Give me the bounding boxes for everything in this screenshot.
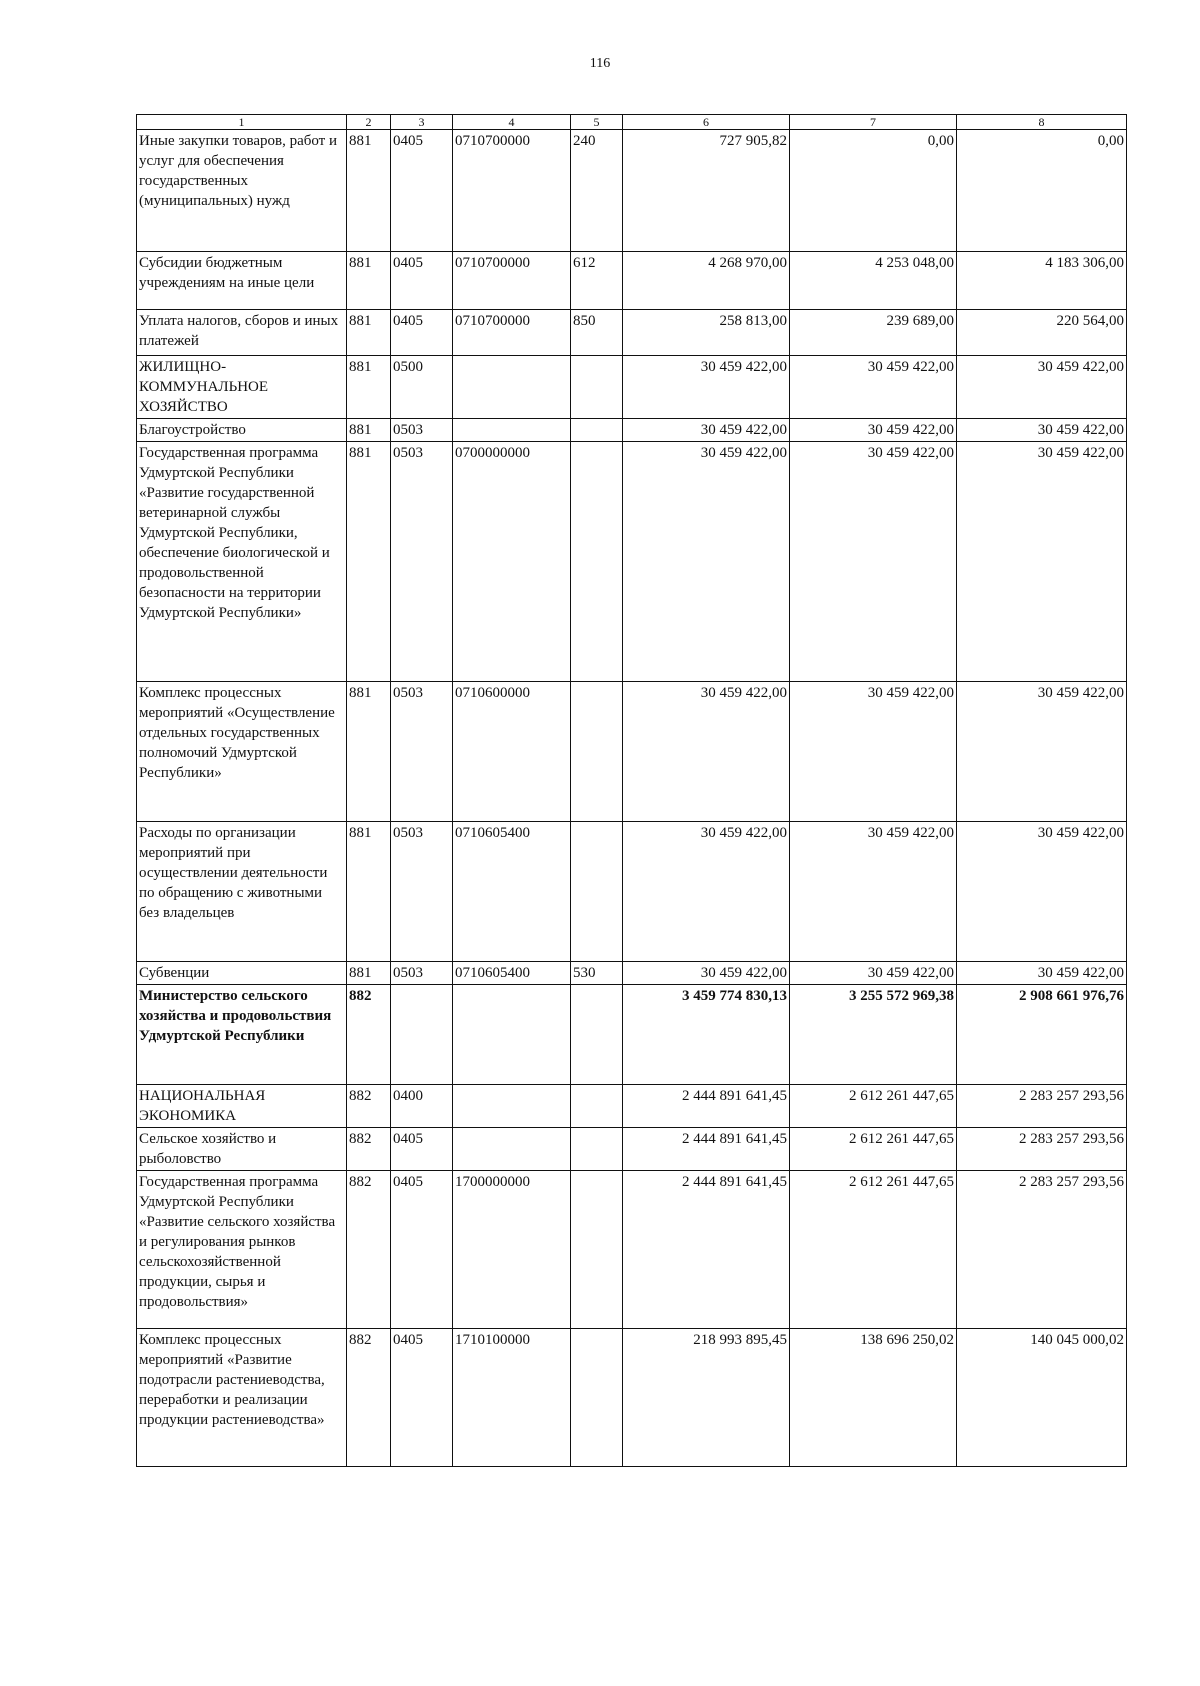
row-grbs-cell: 882	[347, 1128, 391, 1171]
row-amount-year1-cell: 727 905,82	[623, 130, 790, 252]
row-amount-year1-cell: 30 459 422,00	[623, 356, 790, 419]
header-cell: 2	[347, 115, 391, 130]
row-target-article-cell: 0700000000	[453, 442, 571, 682]
row-amount-year2-cell: 30 459 422,00	[790, 962, 957, 985]
row-amount-year3-cell: 0,00	[957, 130, 1127, 252]
row-amount-year1-cell: 30 459 422,00	[623, 962, 790, 985]
row-name-cell: Государственная программа Удмуртской Республики «Развитие сельского хозяйства и регулирования рынков сельскохозяйственной продукции, сырья и продовольствия»	[137, 1171, 347, 1329]
row-target-article-cell	[453, 1128, 571, 1171]
row-amount-year3-cell: 30 459 422,00	[957, 962, 1127, 985]
table-row	[137, 1171, 1127, 1329]
row-amount-year3-cell: 4 183 306,00	[957, 252, 1127, 310]
row-target-article-cell: 0710605400	[453, 822, 571, 962]
row-expense-type-cell	[571, 442, 623, 682]
table-row	[137, 252, 1127, 310]
row-expense-type-cell	[571, 1128, 623, 1171]
row-section-cell: 0503	[391, 822, 453, 962]
header-cell: 8	[957, 115, 1127, 130]
row-amount-year2-cell: 138 696 250,02	[790, 1329, 957, 1467]
row-name-cell: Сельское хозяйство и рыболовство	[137, 1128, 347, 1171]
row-name-cell: Субсидии бюджетным учреждениям на иные цели	[137, 252, 347, 310]
row-amount-year3-cell: 30 459 422,00	[957, 682, 1127, 822]
row-name-cell: Благоустройство	[137, 419, 347, 442]
table-row	[137, 442, 1127, 682]
row-target-article-cell: 0710700000	[453, 310, 571, 356]
row-amount-year2-cell: 30 459 422,00	[790, 682, 957, 822]
row-expense-type-cell	[571, 822, 623, 962]
row-amount-year2-cell: 30 459 422,00	[790, 356, 957, 419]
row-amount-year2-cell: 30 459 422,00	[790, 822, 957, 962]
row-section-cell: 0405	[391, 252, 453, 310]
row-amount-year3-cell: 30 459 422,00	[957, 822, 1127, 962]
row-amount-year2-cell: 2 612 261 447,65	[790, 1128, 957, 1171]
row-expense-type-cell	[571, 682, 623, 822]
row-grbs-cell: 882	[347, 1171, 391, 1329]
row-grbs-cell: 881	[347, 962, 391, 985]
row-grbs-cell: 882	[347, 1085, 391, 1128]
row-amount-year3-cell: 140 045 000,02	[957, 1329, 1127, 1467]
row-section-cell: 0400	[391, 1085, 453, 1128]
row-section-cell: 0405	[391, 310, 453, 356]
row-amount-year3-cell: 2 283 257 293,56	[957, 1171, 1127, 1329]
row-grbs-cell: 882	[347, 1329, 391, 1467]
row-section-cell: 0500	[391, 356, 453, 419]
table-row	[137, 310, 1127, 356]
header-cell: 7	[790, 115, 957, 130]
row-amount-year2-cell: 30 459 422,00	[790, 442, 957, 682]
row-section-cell: 0503	[391, 682, 453, 822]
row-target-article-cell: 1710100000	[453, 1329, 571, 1467]
row-expense-type-cell	[571, 419, 623, 442]
row-target-article-cell: 0710600000	[453, 682, 571, 822]
budget-table	[136, 114, 1127, 1467]
row-target-article-cell	[453, 1085, 571, 1128]
row-amount-year3-cell: 2 283 257 293,56	[957, 1085, 1127, 1128]
row-target-article-cell: 0710700000	[453, 130, 571, 252]
row-amount-year1-cell: 3 459 774 830,13	[623, 985, 790, 1085]
table-row	[137, 682, 1127, 822]
row-amount-year2-cell: 2 612 261 447,65	[790, 1085, 957, 1128]
header-cell: 6	[623, 115, 790, 130]
row-expense-type-cell	[571, 1329, 623, 1467]
row-expense-type-cell	[571, 1171, 623, 1329]
row-amount-year1-cell: 30 459 422,00	[623, 442, 790, 682]
table-row	[137, 1329, 1127, 1467]
row-section-cell: 0405	[391, 130, 453, 252]
row-section-cell: 0503	[391, 962, 453, 985]
row-amount-year2-cell: 3 255 572 969,38	[790, 985, 957, 1085]
row-section-cell: 0405	[391, 1128, 453, 1171]
row-section-cell: 0503	[391, 419, 453, 442]
row-amount-year2-cell: 2 612 261 447,65	[790, 1171, 957, 1329]
row-target-article-cell: 1700000000	[453, 1171, 571, 1329]
row-amount-year1-cell: 30 459 422,00	[623, 682, 790, 822]
row-name-cell: Уплата налогов, сборов и иных платежей	[137, 310, 347, 356]
table-row	[137, 962, 1127, 985]
row-name-cell: НАЦИОНАЛЬНАЯ ЭКОНОМИКА	[137, 1085, 347, 1128]
row-name-cell: Государственная программа Удмуртской Республики «Развитие государственной ветеринарной службы Удмуртской Республики, обеспечение биологической и продовольственной безопасности на территории Удмуртской Республики»	[137, 442, 347, 682]
row-amount-year3-cell: 30 459 422,00	[957, 442, 1127, 682]
row-name-cell: Расходы по организации мероприятий при осуществлении деятельности по обращению с животными без владельцев	[137, 822, 347, 962]
row-name-cell: Комплекс процессных мероприятий «Развитие подотрасли растениеводства, переработки и реализации продукции растениеводства»	[137, 1329, 347, 1467]
row-section-cell	[391, 985, 453, 1085]
row-name-cell: Комплекс процессных мероприятий «Осуществление отдельных государственных полномочий Удмуртской Республики»	[137, 682, 347, 822]
row-expense-type-cell: 240	[571, 130, 623, 252]
row-target-article-cell: 0710700000	[453, 252, 571, 310]
table-row	[137, 419, 1127, 442]
row-grbs-cell: 881	[347, 822, 391, 962]
row-grbs-cell: 882	[347, 985, 391, 1085]
row-amount-year1-cell: 2 444 891 641,45	[623, 1171, 790, 1329]
row-target-article-cell	[453, 419, 571, 442]
row-grbs-cell: 881	[347, 356, 391, 419]
row-amount-year2-cell: 30 459 422,00	[790, 419, 957, 442]
row-name-cell: Министерство сельского хозяйства и продовольствия Удмуртской Республики	[137, 985, 347, 1085]
row-grbs-cell: 881	[347, 310, 391, 356]
row-grbs-cell: 881	[347, 442, 391, 682]
header-cell: 4	[453, 115, 571, 130]
row-amount-year1-cell: 2 444 891 641,45	[623, 1085, 790, 1128]
row-amount-year1-cell: 218 993 895,45	[623, 1329, 790, 1467]
row-grbs-cell: 881	[347, 419, 391, 442]
header-cell: 1	[137, 115, 347, 130]
header-cell: 3	[391, 115, 453, 130]
row-amount-year3-cell: 2 908 661 976,76	[957, 985, 1127, 1085]
table-row	[137, 1128, 1127, 1171]
row-grbs-cell: 881	[347, 130, 391, 252]
row-amount-year1-cell: 30 459 422,00	[623, 419, 790, 442]
row-expense-type-cell	[571, 356, 623, 419]
row-expense-type-cell	[571, 985, 623, 1085]
row-amount-year1-cell: 4 268 970,00	[623, 252, 790, 310]
row-target-article-cell: 0710605400	[453, 962, 571, 985]
header-row	[137, 115, 1127, 130]
row-amount-year3-cell: 30 459 422,00	[957, 419, 1127, 442]
row-amount-year3-cell: 30 459 422,00	[957, 356, 1127, 419]
row-name-cell: Субвенции	[137, 962, 347, 985]
table-row	[137, 1085, 1127, 1128]
row-name-cell: ЖИЛИЩНО-КОММУНАЛЬНОЕ ХОЗЯЙСТВО	[137, 356, 347, 419]
row-amount-year1-cell: 2 444 891 641,45	[623, 1128, 790, 1171]
row-grbs-cell: 881	[347, 252, 391, 310]
header-cell: 5	[571, 115, 623, 130]
row-target-article-cell	[453, 985, 571, 1085]
table-row	[137, 822, 1127, 962]
row-name-cell: Иные закупки товаров, работ и услуг для обеспечения государственных (муниципальных) нужд	[137, 130, 347, 252]
row-amount-year2-cell: 239 689,00	[790, 310, 957, 356]
row-target-article-cell	[453, 356, 571, 419]
row-amount-year2-cell: 0,00	[790, 130, 957, 252]
table-row	[137, 356, 1127, 419]
row-amount-year1-cell: 258 813,00	[623, 310, 790, 356]
row-expense-type-cell: 612	[571, 252, 623, 310]
row-expense-type-cell: 850	[571, 310, 623, 356]
row-expense-type-cell: 530	[571, 962, 623, 985]
row-section-cell: 0503	[391, 442, 453, 682]
page-number: 116	[589, 56, 611, 71]
row-section-cell: 0405	[391, 1171, 453, 1329]
row-amount-year1-cell: 30 459 422,00	[623, 822, 790, 962]
row-expense-type-cell	[571, 1085, 623, 1128]
row-amount-year2-cell: 4 253 048,00	[790, 252, 957, 310]
row-section-cell: 0405	[391, 1329, 453, 1467]
row-grbs-cell: 881	[347, 682, 391, 822]
row-amount-year3-cell: 2 283 257 293,56	[957, 1128, 1127, 1171]
row-amount-year3-cell: 220 564,00	[957, 310, 1127, 356]
table-row	[137, 130, 1127, 252]
table-row	[137, 985, 1127, 1085]
